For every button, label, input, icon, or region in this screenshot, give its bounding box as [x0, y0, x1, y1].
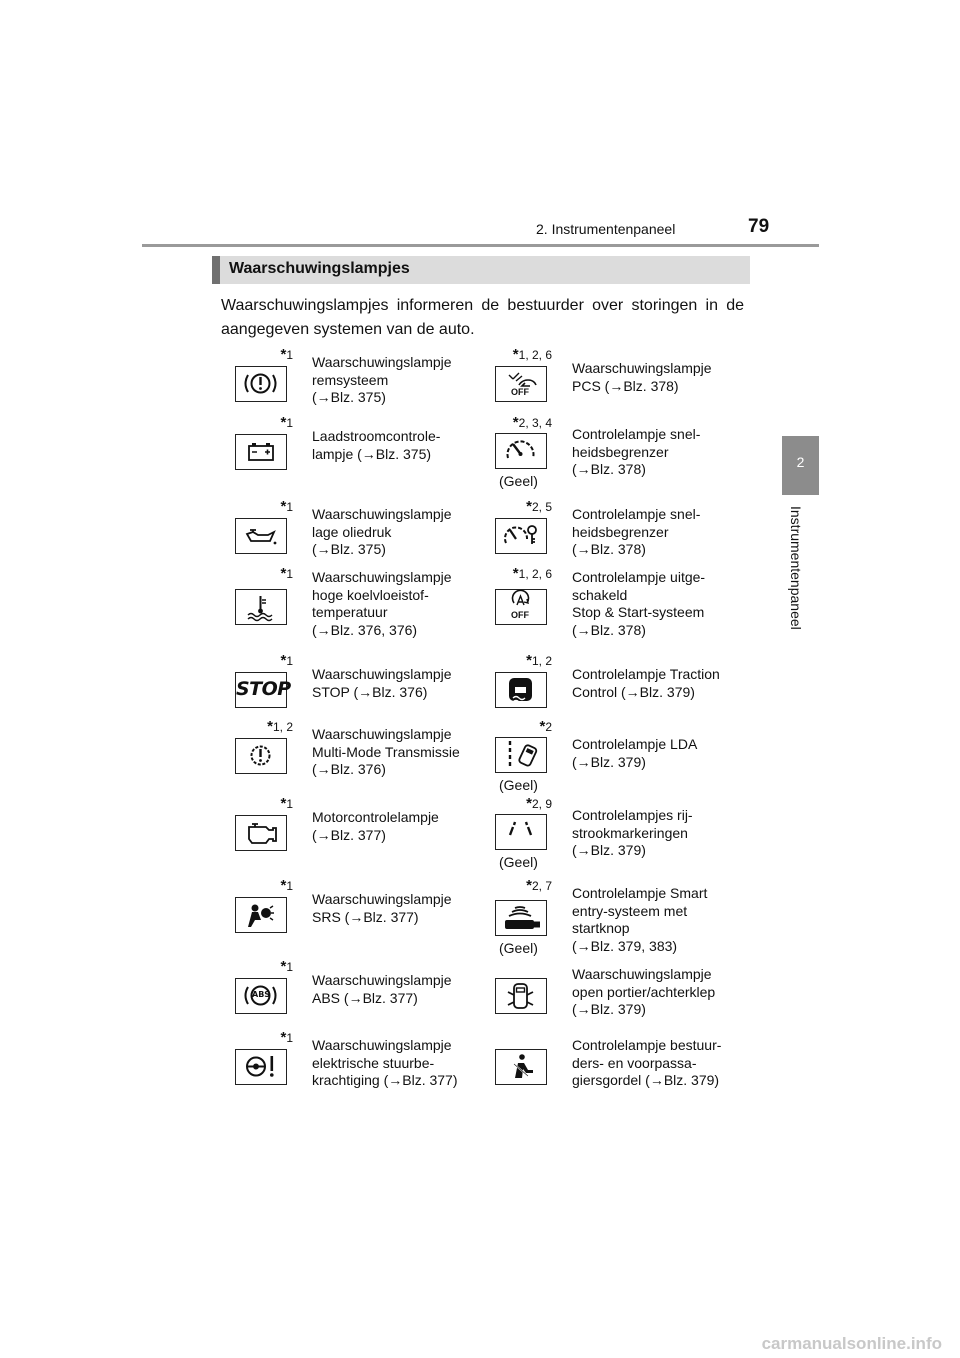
door-open-icon [495, 978, 547, 1014]
header-divider [142, 244, 819, 247]
brake-warning-icon [235, 366, 287, 402]
left-row-4-description: Waarschuwingslampje STOP (→Blz. 376) [312, 666, 452, 700]
left-row-9-footnote-ref [280, 1029, 293, 1046]
footnote-numbers: 1, 2 [272, 720, 293, 734]
footnote-numbers: 1, 2, 6 [518, 348, 552, 362]
speed-limiter-icon [495, 433, 547, 469]
footnote-numbers: 1, 2 [531, 654, 552, 668]
asterisk: * [280, 795, 287, 812]
section-heading: Waarschuwingslampjes [229, 260, 410, 277]
page-number: 79 [748, 216, 770, 237]
footnote-numbers: 1 [286, 348, 293, 362]
left-row-0-footnote-ref [280, 346, 293, 363]
right-row-5-footnote-ref [539, 718, 552, 735]
footnote-numbers: 1 [286, 1031, 293, 1045]
right-row-7-description: Controlelampje Smart entry-systeem met startknop (→Blz. 379, 383) [572, 885, 708, 954]
footnote-numbers: 1 [286, 797, 293, 811]
left-row-1-footnote-ref [280, 414, 293, 431]
right-row-2-description: Controlelampje snel- heidsbegrenzer (→Blz. 378) [572, 506, 701, 557]
coolant-temperature-icon [235, 589, 287, 625]
left-row-4-footnote-ref [280, 652, 293, 669]
right-row-8-description: Waarschuwingslampje open portier/achterklep (→Blz. 379) [572, 966, 716, 1017]
footnote-numbers: 2, 7 [531, 879, 552, 893]
chapter-tab[interactable] [782, 436, 819, 495]
left-row-6-footnote-ref [280, 795, 293, 812]
asterisk: * [280, 877, 287, 894]
right-row-5-description: Controlelampje LDA (→Blz. 379) [572, 736, 698, 770]
right-row-3-footnote-ref [513, 565, 552, 582]
footnote-numbers: 1 [286, 960, 293, 974]
left-row-8-footnote-ref [280, 958, 293, 975]
right-row-4-footnote-ref [526, 652, 552, 669]
left-row-8-description: Waarschuwingslampje ABS (→Blz. 377) [312, 972, 452, 1006]
asterisk: * [526, 652, 532, 669]
left-row-3-footnote-ref [280, 565, 293, 582]
asterisk: * [512, 346, 519, 363]
left-row-2-description: Waarschuwingslampje lage oliedruk (→Blz. 375) [312, 506, 452, 557]
footer-watermark: carmanualsonline.info [761, 1334, 942, 1353]
left-row-5-footnote-ref [267, 718, 293, 735]
left-row-7-footnote-ref [280, 877, 293, 894]
stop-start-off-icon-text: OFF [511, 610, 529, 620]
footnote-numbers: 1 [286, 879, 293, 893]
transmission-warning-icon [235, 738, 287, 774]
chapter-tab-number: 2 [796, 454, 805, 470]
speed-limiter-key-icon [495, 518, 547, 554]
left-row-2-footnote-ref [280, 498, 293, 515]
asterisk: * [267, 718, 273, 735]
asterisk: * [280, 958, 287, 975]
right-row-3-description: Controlelampje uitge- schakeld Stop & Start-systeem (→Blz. 378) [572, 569, 706, 638]
asterisk: * [280, 414, 287, 431]
asterisk: * [512, 414, 519, 431]
right-row-4-description: Controlelampje Traction Control (→Blz. 379) [572, 666, 720, 700]
oil-pressure-icon [235, 518, 287, 554]
left-row-1-description: Laadstroomcontrole- lampje (→Blz. 375) [312, 428, 441, 462]
right-row-7-color-note: (Geel) [499, 940, 538, 956]
left-row-5-description: Waarschuwingslampje Multi-Mode Transmissie (→Blz. 376) [312, 726, 460, 777]
right-row-1-description: Controlelampje snel- heidsbegrenzer (→Blz. 378) [572, 426, 701, 477]
asterisk: * [512, 565, 519, 582]
seatbelt-icon [495, 1049, 547, 1085]
left-row-6-description: Motorcontrolelampje (→Blz. 377) [312, 809, 439, 843]
pcs-off-icon [495, 366, 547, 402]
footnote-numbers: 2 [545, 720, 552, 734]
left-row-9-description: Waarschuwingslampje elektrische stuurbe- krachtiging (→Blz. 377) [312, 1037, 458, 1088]
right-row-7-footnote-ref [526, 877, 552, 894]
footnote-numbers: 2, 5 [531, 500, 552, 514]
right-row-6-color-note: (Geel) [499, 854, 538, 870]
footnote-numbers: 1 [286, 416, 293, 430]
left-row-0-description: Waarschuwingslampje remsysteem (→Blz. 375) [312, 354, 452, 405]
section-heading-bar [212, 256, 750, 284]
asterisk: * [280, 346, 287, 363]
right-row-2-footnote-ref [526, 498, 552, 515]
left-row-3-description: Waarschuwingslampje hoge koelvloeistof- temperatuur (→Blz. 376, 376) [312, 569, 452, 638]
footnote-numbers: 1 [286, 654, 293, 668]
stop-start-off-icon [495, 589, 547, 625]
footnote-numbers: 1 [286, 500, 293, 514]
pcs-off-icon-text: OFF [511, 387, 529, 397]
power-steering-icon [235, 1049, 287, 1085]
asterisk: * [280, 1029, 287, 1046]
asterisk: * [280, 652, 287, 669]
header-section-title: 2. Instrumentenpaneel [536, 221, 676, 237]
right-row-6-description: Controlelampjes rij- strookmarkeringen (→Blz. 379) [572, 807, 693, 858]
right-row-1-color-note: (Geel) [499, 473, 538, 489]
stop-icon-text: STOP [236, 678, 291, 700]
right-row-1-footnote-ref [513, 414, 552, 431]
intro-paragraph: Waarschuwingslampjes informeren de bestuurder over storingen in de aangegeven systemen van de auto. [221, 297, 744, 338]
section-heading-accent [212, 256, 220, 284]
smart-entry-icon [495, 900, 547, 936]
footer-bar [0, 1330, 960, 1358]
asterisk: * [526, 795, 532, 812]
lane-markings-icon [495, 814, 547, 850]
asterisk: * [526, 498, 532, 515]
battery-icon [235, 434, 287, 470]
asterisk: * [539, 718, 546, 735]
chapter-tab-label: Instrumentenpaneel [788, 506, 804, 630]
right-row-6-footnote-ref [526, 795, 552, 812]
traction-control-icon [495, 672, 547, 708]
footnote-numbers: 2, 3, 4 [518, 416, 552, 430]
footnote-numbers: 1 [286, 567, 293, 581]
abs-icon [235, 978, 287, 1014]
right-row-0-description: Waarschuwingslampje PCS (→Blz. 378) [572, 360, 712, 394]
right-row-0-footnote-ref [513, 346, 552, 363]
right-row-5-color-note: (Geel) [499, 777, 538, 793]
asterisk: * [526, 877, 532, 894]
stop-icon [235, 672, 291, 708]
asterisk: * [280, 498, 287, 515]
abs-icon-text: ABS [252, 990, 271, 999]
right-row-9-description: Controlelampje bestuur- ders- en voorpassa- giersgordel (→Blz. 379) [572, 1037, 722, 1088]
footnote-numbers: 1, 2, 6 [518, 567, 552, 581]
airbag-icon [235, 897, 287, 933]
asterisk: * [280, 565, 287, 582]
footnote-numbers: 2, 9 [531, 797, 552, 811]
left-row-7-description: Waarschuwingslampje SRS (→Blz. 377) [312, 891, 452, 925]
lda-icon [495, 737, 547, 773]
engine-icon [235, 815, 287, 851]
